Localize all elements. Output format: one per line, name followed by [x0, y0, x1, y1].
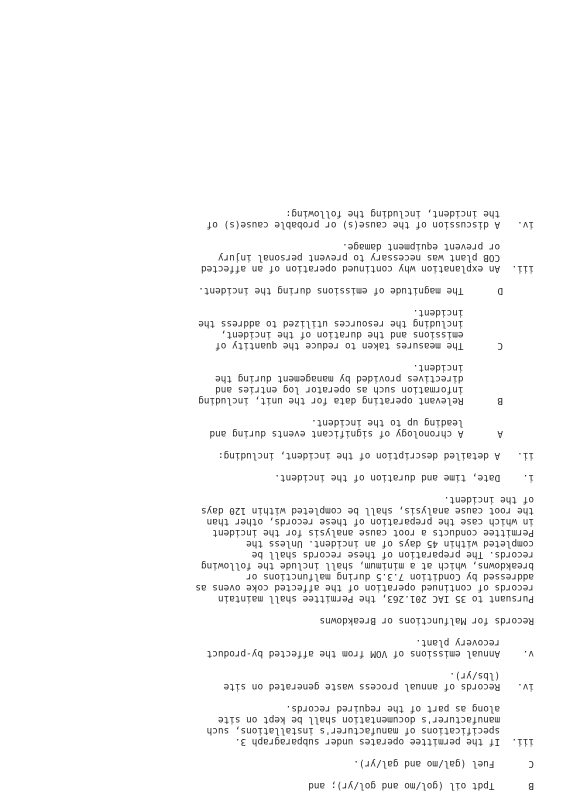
- text-line: A A chronology of significant events during and: [209, 428, 503, 439]
- text-line: the incident, including the following:: [285, 208, 534, 219]
- text-line: D The magnitude of emissions during the incident.: [198, 285, 503, 296]
- text-line: leading up to the incident.: [311, 417, 503, 428]
- text-line: the root cause analysis, shall be completed within 120 days: [200, 505, 534, 516]
- text-line: iv. A discussion of the cause(s) or probable cause(s) of: [206, 219, 534, 230]
- text-line: manufacturer's documentation shall be kept on site: [217, 714, 534, 725]
- text-line: along as part of the required records.: [285, 703, 534, 714]
- text-line: incident.: [412, 362, 503, 373]
- text-line: C The measures taken to reduce the quantity of: [215, 340, 503, 351]
- text-line: completed within 45 days of an incident. Unless the: [246, 538, 534, 549]
- text-line: Permittee conducts a root cause analysis for the incident: [212, 527, 534, 538]
- text-line: or prevent equipment damage.: [342, 241, 534, 252]
- text-line: B Relevant operating data for the unit, including: [198, 395, 503, 406]
- section-heading: Records for Malfunctions or Breakdowns: [319, 615, 534, 626]
- text-line: in which case the preparation of these records, other than: [206, 516, 534, 527]
- text-line: iii. If the permittee operates under subparagraph 3.: [234, 736, 534, 747]
- text-line: iii. An explanation why continued operation of an affected: [200, 263, 534, 274]
- text-line: of the incident.: [443, 494, 534, 505]
- text-line: i. Date, time and duration of the incident.: [274, 472, 534, 483]
- text-line: directives provided by management during the: [215, 373, 503, 384]
- text-line: B Tpdt oil (gol/mo and gol/yr); and: [308, 780, 534, 791]
- text-line: recovery plant.: [415, 637, 534, 648]
- text-line: emissions and the duration of the incident,: [220, 329, 503, 340]
- text-line: incident.: [412, 307, 503, 318]
- text-line: Pursuant to 35 IAC 201.263, the Permittee shall maintain: [217, 593, 534, 604]
- text-line: COB plant was necessary to prevent personal injury: [217, 252, 534, 263]
- text-line: v. Annual emissions of VOM from the affected by-product: [206, 648, 534, 659]
- text-line: addressed by Condition 7.3.5 during malfunctions or: [246, 571, 534, 582]
- text-line: specifications of manufacturer's installations, such: [206, 725, 534, 736]
- text-line: information such as operator log entries and: [215, 384, 503, 395]
- text-line: iv. Records of annual process waste generated on site: [223, 681, 534, 692]
- text-line: including the resources utilized to address the: [198, 318, 503, 329]
- text-line: records. The preparation of these records shall be: [251, 549, 534, 560]
- text-line: ii. A detailed description of the incident, including:: [217, 450, 534, 461]
- text-line: records of continued operation of the affected coke ovens as: [195, 582, 534, 593]
- text-line: breakdowns, which at a minimum, shall include the following: [200, 560, 534, 571]
- text-line: C Fuel (gal/mo and gal/yr).: [353, 758, 534, 769]
- text-line: (lbs/yr).: [449, 670, 534, 681]
